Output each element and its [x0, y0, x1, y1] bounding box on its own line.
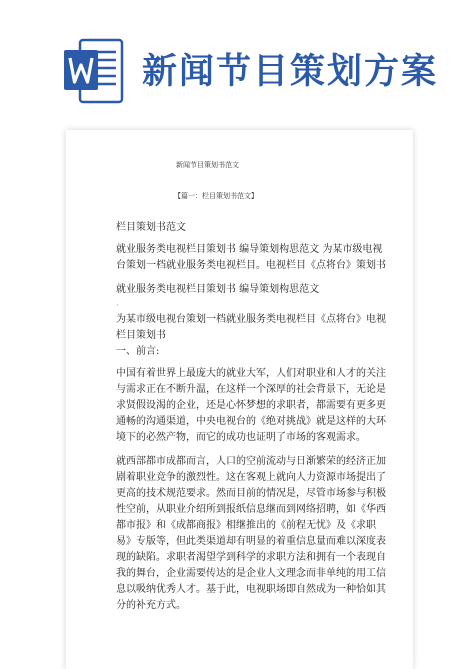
document-page [66, 130, 413, 669]
section-tag: 【篇一：栏目策划书范文】 [174, 192, 258, 200]
banner-title: 新闻节目策划方案 [142, 52, 439, 92]
paragraph-heading: 栏目策划书范文 [116, 222, 186, 233]
banner [0, 0, 474, 105]
paragraph: 为某市级电视台策划一档就业服务类电视栏目《点将台》电视栏目策划书 [116, 314, 386, 341]
paragraph: 就业服务类电视栏目策划书 编导策划构思范文 为某市级电视台策划一档就业服务类电视栏目。电视栏目《点将台》策划书 [116, 244, 386, 271]
paragraph: 就西部都市成都而言，人口的空前流动与日渐繁荣的经济正加剧着职业竞争的激烈性。这在客观上就向人力资源市场提出了更高的技术规范要求。然而目前的情况是，尽管市场参与积极性空前，从职业介绍所到报纸信息继而到网络招聘，如《华西都市报》和《成都商报》相继推出的《前程无忧》及《求职易》专版等，但此类渠道却有明显的着重信息量而难以深度表现的缺陷。求职者渴望学到科学的求职方法和拥有一个表现自我的舞台，企业需要传达的是企业人文理念而非单纯的用工信息以吸纳优秀人才。基于此，电视职场即自然成为一种恰如其分的补充方式。 [116, 456, 386, 611]
document-title: 新闻节目策划书范文 [176, 161, 239, 169]
paragraph: 中国有着世界上最庞大的就业大军，人们对职业和人才的关注与需求正在不断升温，在这样一个深厚的社会背景下，无论是求贤假设渴的企业，还是心怀梦想的求职者，都需要有更多更通畅的沟通渠道，中央电视台的《绝对挑战》就是这样的大环境下的必然产物，而它的成功也证明了市场的客观需求。 [116, 368, 386, 443]
paragraph: 就业服务类电视栏目策划书 编导策划构思范文 [116, 284, 320, 295]
document-body [116, 220, 386, 614]
word-document-icon [64, 38, 124, 104]
bullet-dot: · [116, 301, 119, 310]
section-heading: 一、前言: [116, 346, 160, 357]
